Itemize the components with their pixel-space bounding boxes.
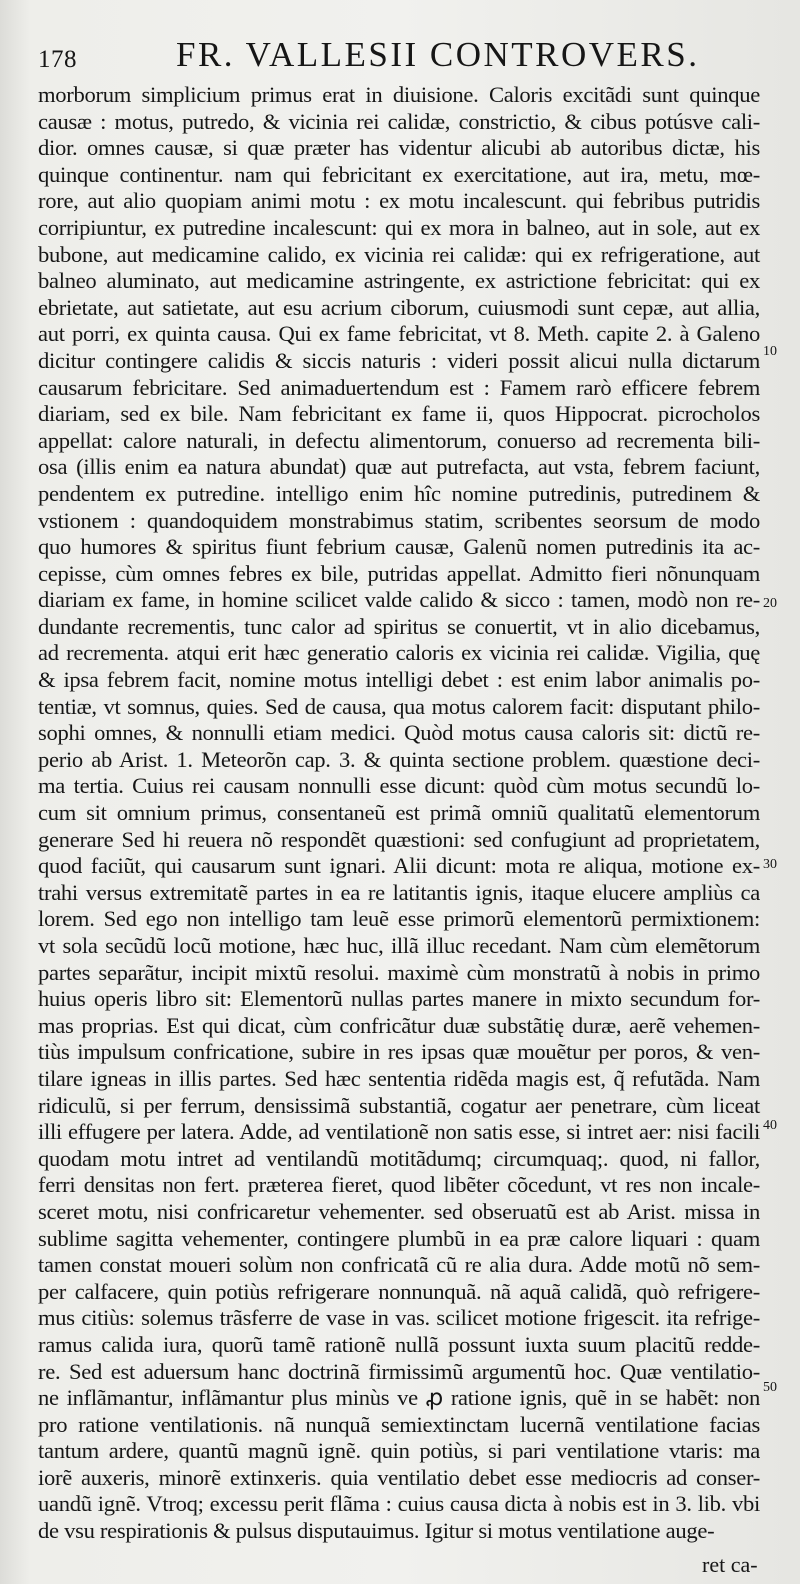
text-line: ferri densitas non fert. præterea fieret, quod libẽter cõcedunt, vt res non incale- [38,1172,760,1198]
text-line: dundante recrementis, tunc calor ad spiritus se conuertit, vt in alio dicebamus, [38,613,760,639]
page-number: 178 [38,46,77,73]
text-line: cum sit omnium primus, consentaneũ est primã omniũ qualitatũ elementorum [38,800,760,826]
text-line: trahi versus extremitatẽ partes in ea re latitantis ignis, itaque elucere ampliùs ca [38,879,760,905]
text-line: mus citiùs: solemus trãsferre de vase in vas. scilicet motione frigescit. ita refrige- [38,1305,760,1331]
text-line: quod faciũt, qui causarum sunt ignari. Alii dicunt: mota re aliqua, motione ex- [38,853,760,879]
text-line: dicitur contingere calidis & siccis naturis : videri possit alicui nulla dictarum [38,347,760,373]
text-line: perio ab Arist. 1. Meteorõn cap. 3. & quinta sectione problem. quæstione deci- [38,746,760,772]
text-line: per calfacere, quin potiùs refrigerare nonnunquã. nã aquã calidã, quò refrigere- [38,1278,760,1304]
text-line: ridiculũ, si per ferrum, densissimã substantiã, cogatur aer penetrare, cùm liceat [38,1092,760,1118]
catchword: ret ca- [702,1552,758,1577]
text-line: corripiuntur, ex putredine incalescunt: qui ex mora in balneo, aut in sole, aut ex [38,214,760,240]
text-line: mas proprias. Est qui dicat, cùm confricãtur duæ substãtię duræ, aerẽ vehemen- [38,1012,760,1038]
body-text [38,82,760,1545]
text-line: uandũ ignẽ. Vtroq; excessu perit flãma : cuius causa dicta à nobis est in 3. lib. vbi [38,1491,760,1517]
text-line: lorem. Sed ego non intelligo tam leuẽ esse primorũ elementorũ permixtionem: [38,906,760,932]
text-line: de vsu respirationis & pulsus disputauimus. Igitur si motus ventilatione auge- [38,1518,715,1544]
text-line: appellat: calore naturali, in defectu alimentorum, conuerso ad recrementa bili- [38,427,760,453]
text-line: balneo aluminato, aut medicamine astringente, ex astrictione febricitat: qui ex [38,268,760,294]
text-line: illi effugere per latera. Adde, ad ventilationẽ non satis esse, si intret aer: nisi facili [38,1119,760,1145]
text-line: sublime sagitta vehementer, contingere plumbũ in ea præ calore liquari : quam [38,1225,760,1251]
text-line: vt sola secũdũ locũ motione, hæc huc, illã illuc recedant. Nam cùm elemẽtorum [38,933,760,958]
margin-line-number: 20 [763,596,777,611]
text-line: sophi omnes, & nonnulli etiam medici. Quòd motus causa caloris sit: dictũ re- [38,720,760,746]
text-line: pendentem ex putredine. intelligo enim hîc nomine putredinis, putredinem & [38,480,760,506]
text-line: & ipsa febrem facit, nomine motus intelligi debet : est enim labor animalis po- [38,667,760,693]
text-line: ma tertia. Cuius rei causam nonnulli esse dicunt: quòd cùm motus secundũ lo- [38,773,760,799]
text-line: tamen constat moueri solùm non confricatã cũ re alia dura. Adde motũ nõ sem- [38,1252,760,1278]
running-head: FR. VALLESII CONTROVERS. [176,35,700,74]
text-line: bubone, aut medicamine calido, ex vicinia rei calidæ: qui ex refrigeratione, aut [38,241,760,267]
text-line: cepisse, cùm omnes febres ex bile, putridas appellat. Admitto fieri nõnunquam [38,560,760,586]
text-line: huius operis libro sit: Elementorũ nullas partes manere in mixto secundum for- [38,986,760,1012]
text-line: quinque continentur. nam qui febricitant ex exercitatione, aut ira, metu, mœ- [38,161,760,187]
text-line: pro ratione ventilationis. nã nunquã semiextinctam lucernã ventilatione facias [38,1411,760,1437]
text-line: dior. omnes causæ, si quæ præter has videntur alicubi ab autoribus dictæ, his [38,135,760,161]
margin-line-number: 30 [763,857,777,872]
text-line: sceret motu, nisi confricaretur vehementer. sed obseruatũ est ab Arist. missa in [38,1198,760,1224]
text-line: diariam, sed ex bile. Nam febricitant ex fame ii, quos Hippocrat. picrocholos [38,401,760,427]
text-line: iorẽ auxeris, minorẽ extinxeris. quia ventilatio debet esse mediocris ad conser- [38,1464,760,1490]
text-line: diariam ex fame, in homine scilicet valde calido & sicco : tamen, modò non re- [38,587,760,613]
margin-line-number: 50 [763,1380,777,1395]
text-line: causarum febricitare. Sed animaduertendum est : Famem rarò efficere febrem [38,374,760,400]
text-line: ebrietate, aut satietate, aut esu acrium ciborum, cuiusmodi sunt cepæ, aut allia, [38,294,760,320]
text-line: ramus calida iura, quorũ tamẽ rationẽ nullã possunt iuxta suum placitũ redde- [38,1331,760,1357]
margin-line-number: 10 [763,344,777,359]
text-line: quo humores & spiritus fiunt febrium causæ, Galenũ nomen putredinis ita ac- [38,534,760,560]
text-line: rore, aut alio quopiam animi motu : ex motu incalescunt. qui febribus putridis [38,188,760,214]
text-line: re. Sed est aduersum hanc doctrinã firmissimũ argumentũ hoc. Quæ ventilatio- [38,1358,760,1384]
text-line: osa (illis enim ea natura abundat) quæ aut putrefacta, aut vsta, febrem faciunt, [38,454,760,480]
text-line: causæ : motus, putredo, & vicinia rei calidæ, constrictio, & cibus potúsve cali- [38,108,760,134]
text-line: tantum ardere, quantũ magnũ ignẽ. quin potiùs, si pari ventilatione vtaris: ma [38,1438,760,1464]
text-line: generare Sed hi reuera nõ respondẽt quæstioni: sed confugiunt ad proprietatem, [38,826,760,852]
text-line: ad recrementa. atqui erit hæc generatio caloris ex vicinia rei calidæ. Vigilia, quę [38,640,760,666]
text-line: tentiæ, vt somnus, quies. Sed de causa, qua motus calorem facit: disputant philo- [38,693,760,719]
text-line: morborum simplicium primus erat in diuisione. Caloris excitãdi sunt quinque [38,82,760,107]
text-line: aut porri, ex quinta causa. Qui ex fame febricitat, vt 8. Meth. capite 2. à Galeno [38,321,760,347]
text-line: tiùs impulsum confricatione, subire in res ipsas quæ mouẽtur per poros, & ven- [38,1039,760,1065]
text-line: quodam motu intret ad ventilandũ motitãdumq; circumquaq;. quod, ni fallor, [38,1145,760,1171]
text-line: partes separãtur, incipit mixtũ resolui. maximè cùm monstratũ à nobis in primo [38,959,760,985]
text-line: tilare igneas in illis partes. Sed hæc sententia ridẽda magis est, q̃ refutãda. Nam [38,1065,760,1091]
text-line: vstionem : quandoquidem monstrabimus statim, scribentes seorsum de modo [38,507,760,533]
text-line: ne inflãmantur, inflãmantur plus minùs ve ꝓ ratione ignis, quẽ in se habẽt: non [38,1385,760,1411]
margin-line-number: 40 [763,1118,777,1133]
